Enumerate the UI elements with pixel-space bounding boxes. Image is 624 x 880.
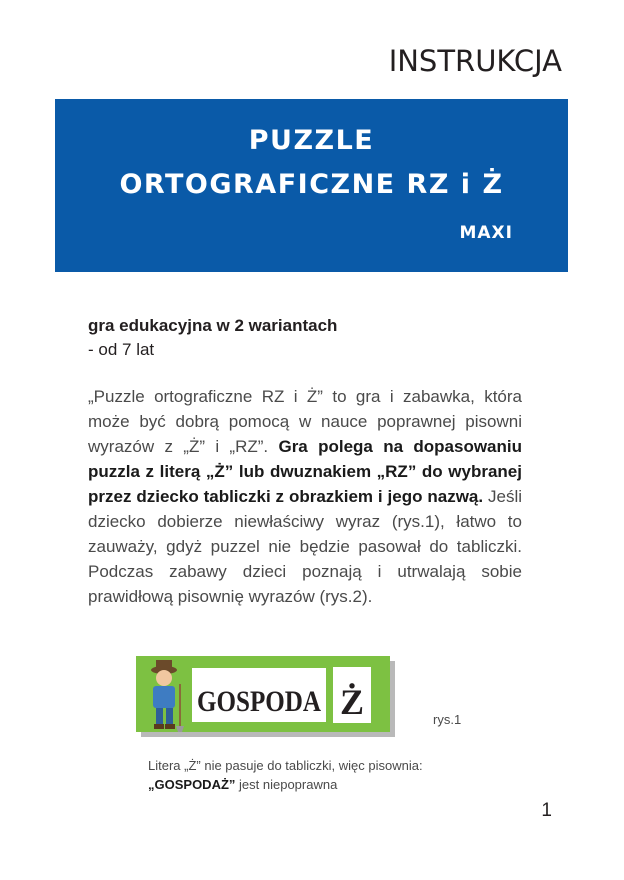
figure-caption — [148, 756, 488, 794]
figure-label: rys.1 — [433, 712, 462, 727]
puzzle-figure-svg — [136, 656, 396, 738]
document-heading: INSTRUKCJA — [388, 44, 562, 78]
game-type-line: gra edukacyjna w 2 wariantach — [88, 316, 338, 335]
figure-word: GOSPODA — [197, 685, 322, 718]
age-line: - od 7 lat — [88, 340, 155, 359]
description-paragraph — [88, 384, 522, 609]
caption-line-1: Litera „Ż” nie pasuje do tabliczki, więc pisownia: — [148, 758, 423, 773]
caption-line-2 — [148, 775, 488, 794]
page-number: 1 — [541, 800, 552, 821]
description-part-2: Jeśli dziecko dobierze niewłaściwy wyraz (rys.1), łatwo to zauważy, gdyż puzzel nie będzie pasował do tabliczki. Podczas zabawy dzieci poznają i utrwalają sobie prawidłową pisownię wyrazów (rys.2). — [88, 487, 523, 606]
banner-variant-label: MAXI — [459, 223, 513, 243]
caption-rest: jest niepoprawna — [235, 777, 338, 792]
description-bold: Gra polega na dopasowaniu puzzla z literą „Ż” lub dwuznakiem „RZ” do wybranej przez dziecko tabliczki z obrazkiem i jego nazwą. — [88, 437, 522, 506]
title-banner — [55, 99, 568, 272]
caption-bold-word: „GOSPODAŻ” — [148, 777, 236, 792]
description-part-1: „Puzzle ortograficzne RZ i Ż” to gra i zabawka, która może być dobrą pomocą w nauce poprawnej pisowni wyrazów z „Ż” i „RZ”. — [88, 387, 522, 456]
figure-letter: Ż — [339, 682, 365, 722]
puzzle-illustration — [136, 656, 396, 738]
game-summary — [88, 314, 528, 362]
banner-title-line-1: PUZZLE — [248, 125, 375, 156]
banner-title-line-2: ORTOGRAFICZNE RZ i Ż — [119, 169, 504, 200]
